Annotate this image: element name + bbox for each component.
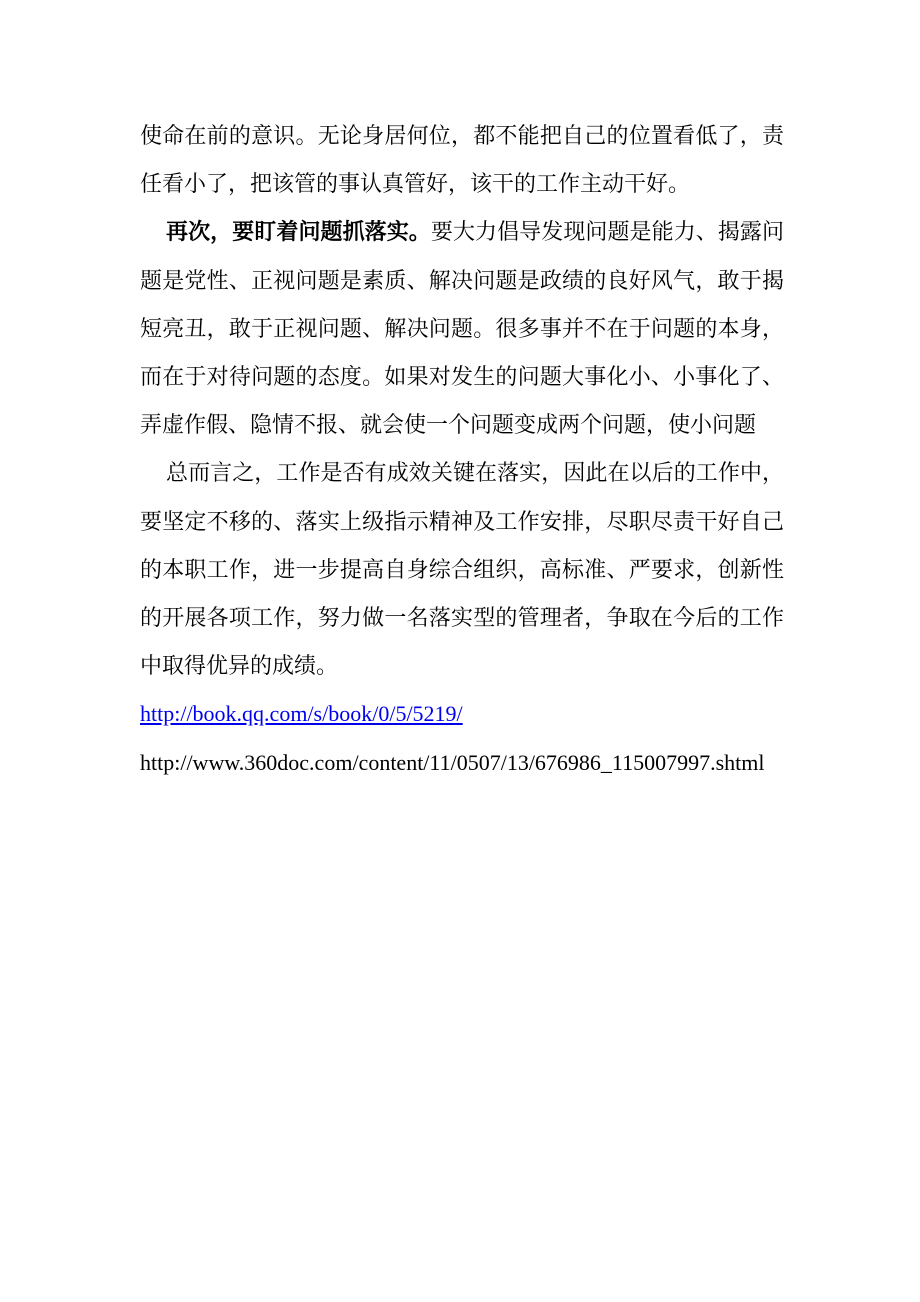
paragraph-summary [140,449,784,690]
document-body-text [140,112,784,787]
hyperlink-line [140,690,784,738]
book-qq-hyperlink[interactable]: http://book.qq.com/s/book/0/5/5219/ [140,701,463,727]
paragraph-problems [140,208,784,449]
paragraph-text: 要大力倡导发现问题是能力、揭露问题是党性、正视问题是素质、解决问题是政绩的良好风气，敢于揭短亮丑，敢于正视问题、解决问题。很多事并不在于问题的本身，而在于对待问题的态度。如果对发生的问题大事化小、小事化了、弄虚作假、隐情不报、就会使一个问题变成两个问题，使小问题 [140,219,784,438]
paragraph-bold-lead: 再次，要盯着问题抓落实。 [166,219,431,245]
paragraph-continuation [140,112,784,208]
plain-url-text: http://www.360doc.com/content/11/0507/13/676986_115007997.shtml [140,749,765,775]
plain-url-line [140,739,784,787]
paragraph-text: 使命在前的意识。无论身居何位，都不能把自己的位置看低了，责任看小了，把该管的事认真管好，该干的工作主动干好。 [140,123,784,197]
paragraph-text: 总而言之，工作是否有成效关键在落实，因此在以后的工作中，要坚定不移的、落实上级指示精神及工作安排，尽职尽责干好自己的本职工作，进一步提高自身综合组织，高标准、严要求，创新性的开展各项工作，努力做一名落实型的管理者，争取在今后的工作中取得优异的成绩。 [140,460,784,679]
